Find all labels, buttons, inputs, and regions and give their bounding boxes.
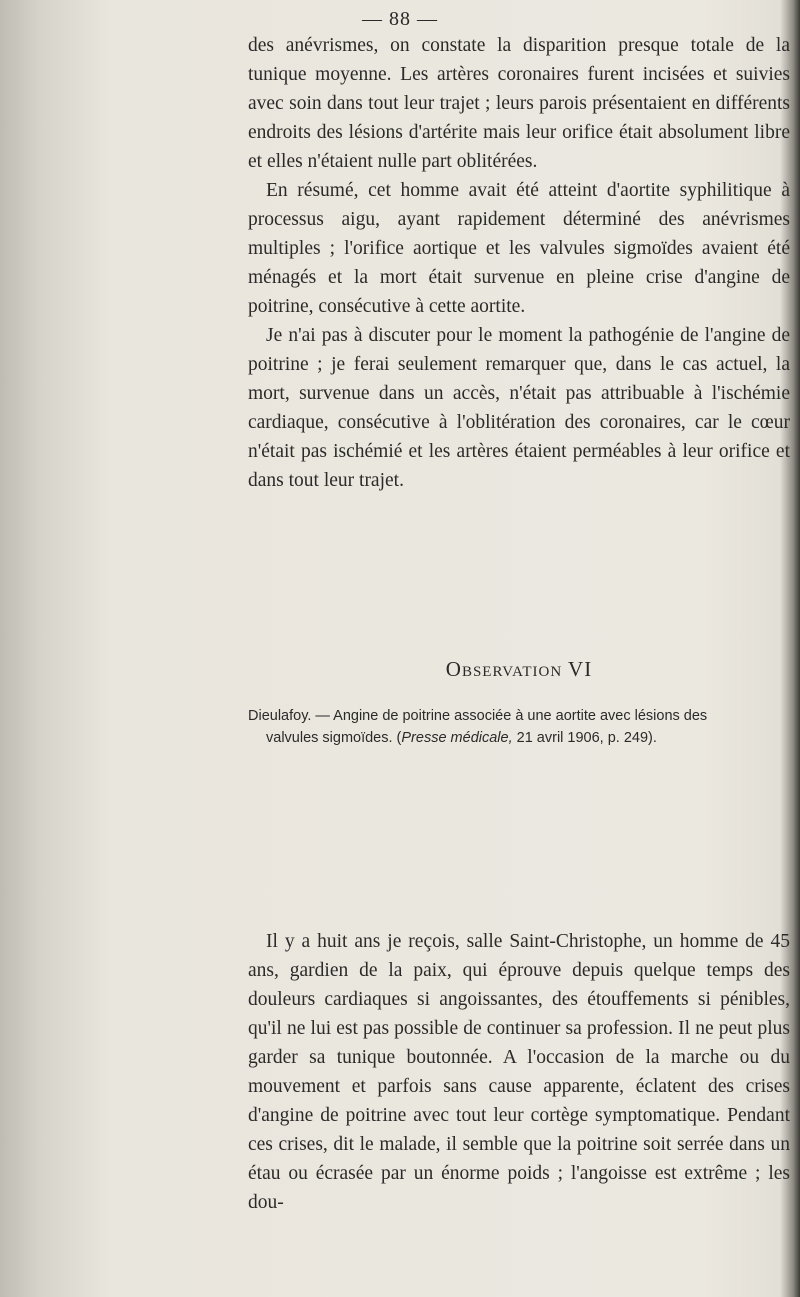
text-block-upper <box>248 31 790 495</box>
page-number: — 88 — <box>362 8 438 30</box>
paragraph-observation: Il y a huit ans je reçois, salle Saint-Christophe, un homme de 45 ans, gardien de la paix, qui éprouve depuis quelque temps des douleurs cardiaques si angoissantes, des étouffements si pénibles, qu'il ne lui est pas possible de continuer sa profession. Il ne peut plus garder sa tunique boutonnée. A l'occasion de la marche ou du mouvement et parfois sans cause apparente, éclatent des crises d'angine de poitrine avec tout leur cortège symptomatique. Pendant ces crises, dit le malade, il semble que la poitrine soit serrée dans un étau ou écrasée par un énorme poids ; l'angoisse est extrême ; les dou- <box>248 931 790 1213</box>
observation-title: Observation VI <box>445 657 593 681</box>
reference-text: valvules sigmoïdes. ( <box>266 730 402 746</box>
reference-date: 21 avril 1906, p. 249). <box>512 730 657 746</box>
observation-reference <box>248 705 790 749</box>
text-block-lower <box>248 927 790 1217</box>
paragraph-anevrismes: des anévrismes, on constate la disparition presque totale de la tunique moyenne. Les artères coronaires furent incisées et suivies avec soin dans tout leur trajet ; leurs parois présentaient en différents endroits des lésions d'artérite mais leur orifice était absolument libre et elles n'étaient nulle part oblitérées. <box>248 35 790 172</box>
reference-line-1: Dieulafoy. — Angine de poitrine associée à une aortite avec lésions des <box>248 708 708 724</box>
reference-line-2 <box>248 727 790 749</box>
reference-source: Presse médicale, <box>401 730 513 746</box>
paragraph-pathogenie: Je n'ai pas à discuter pour le moment la pathogénie de l'angine de poitrine ; je ferai seulement remarquer que, dans le cas actuel, la mort, survenue dans un accès, n'était pas attribuable à l'ischémie cardiaque, consécutive à l'oblitération des coronaires, car le cœur n'était pas ischémié et les artères étaient perméables à leur orifice et dans tout leur trajet. <box>248 325 790 491</box>
paragraph-resume: En résumé, cet homme avait été atteint d'aortite syphilitique à processus aigu, ayant rapidement déterminé des anévrismes multiples ; l'orifice aortique et les valvules sigmoïdes avaient été ménagés et la mort était survenue en pleine crise d'angine de poitrine, consécutive à cette aortite. <box>248 180 790 317</box>
